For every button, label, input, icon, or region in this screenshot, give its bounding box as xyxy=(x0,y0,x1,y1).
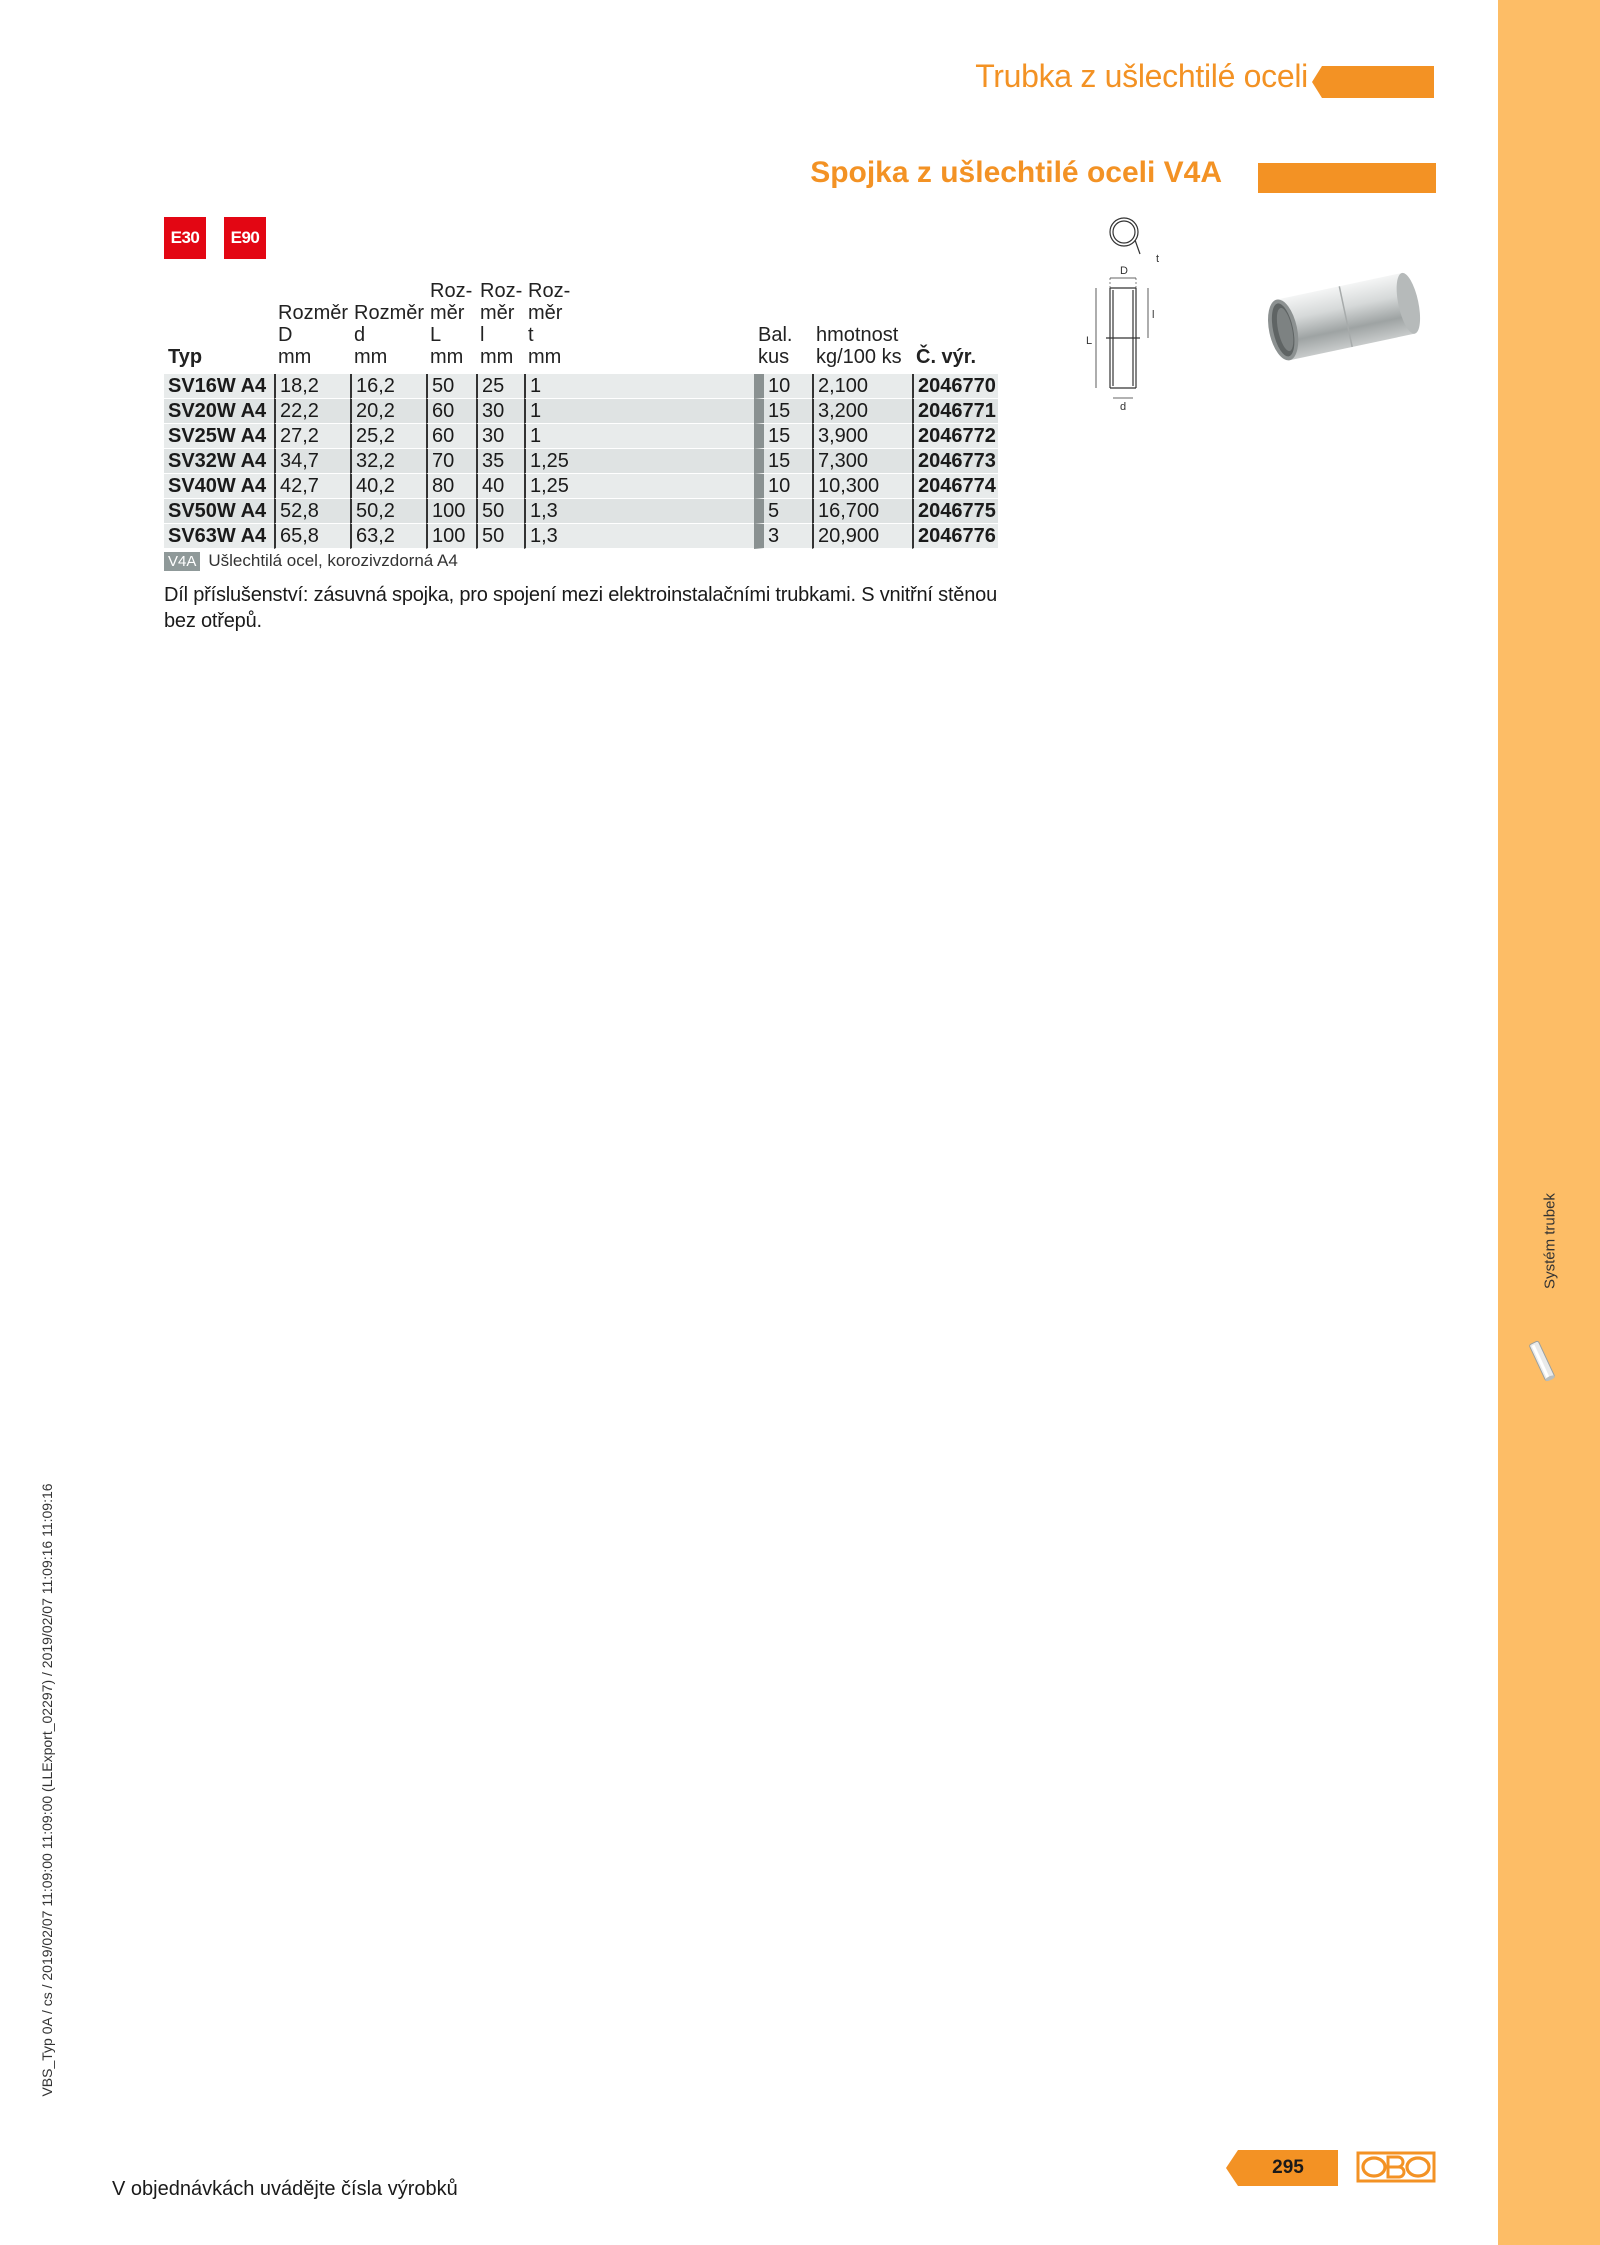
cell-L: 70 xyxy=(426,449,476,474)
cell-t: 1 xyxy=(524,374,754,399)
cell-l: 25 xyxy=(476,374,524,399)
cell-l: 40 xyxy=(476,474,524,499)
footer-note: V objednávkách uvádějte čísla výrobků xyxy=(112,2178,458,2200)
cell-article: 2046776 xyxy=(912,524,998,549)
cell-bal: 10 xyxy=(754,474,812,499)
table-row xyxy=(164,474,998,499)
cell-L: 50 xyxy=(426,374,476,399)
page-header-title: Trubka z ušlechtilé oceli xyxy=(975,58,1308,94)
cell-bal: 15 xyxy=(754,449,812,474)
section-title: Spojka z ušlechtilé oceli V4A xyxy=(810,156,1222,189)
col-header-typ: Typ xyxy=(168,346,203,368)
page-number: 295 xyxy=(1238,2150,1338,2186)
cell-l: 50 xyxy=(476,499,524,524)
table-row xyxy=(164,524,998,549)
cell-d: 40,2 xyxy=(350,474,426,499)
cell-D: 34,7 xyxy=(274,449,350,474)
cell-L: 100 xyxy=(426,499,476,524)
cell-L: 80 xyxy=(426,474,476,499)
cell-typ: SV25W A4 xyxy=(164,424,274,449)
cell-d: 63,2 xyxy=(350,524,426,549)
print-metadata: VBS_Typ 0A / cs / 2019/02/07 11:09:00 11:09:00 (LLExport_02297) / 2019/02/07 11:09:16 11:09:16 xyxy=(39,1483,55,2097)
cell-d: 25,2 xyxy=(350,424,426,449)
cell-t: 1 xyxy=(524,424,754,449)
cell-bal: 10 xyxy=(754,374,812,399)
product-description: Díl příslušenství: zásuvná spojka, pro spojení mezi elektroinstalačními trubkami. S vnitřní stěnou bez otřepů. xyxy=(164,584,997,632)
table-row xyxy=(164,399,998,424)
pipe-icon xyxy=(1527,1338,1557,1384)
cell-bal: 15 xyxy=(754,424,812,449)
drawing-label-d: d xyxy=(1120,401,1127,413)
col-header-article: Č. výr. xyxy=(916,346,977,368)
col-header-D: Rozměr D mm xyxy=(278,302,349,368)
cell-D: 65,8 xyxy=(274,524,350,549)
cell-article: 2046771 xyxy=(912,399,998,424)
section-title-bar xyxy=(1258,163,1436,193)
drawing-label-t: t xyxy=(1156,253,1160,265)
cell-D: 18,2 xyxy=(274,374,350,399)
cell-article: 2046772 xyxy=(912,424,998,449)
cell-weight: 7,300 xyxy=(812,449,912,474)
cell-weight: 3,200 xyxy=(812,399,912,424)
cell-D: 27,2 xyxy=(274,424,350,449)
drawing-label-L: L xyxy=(1086,335,1093,347)
cell-typ: SV16W A4 xyxy=(164,374,274,399)
col-header-t: Roz- měr t mm xyxy=(528,280,571,368)
cell-weight: 2,100 xyxy=(812,374,912,399)
cell-weight: 20,900 xyxy=(812,524,912,549)
header-tab-marker xyxy=(1322,66,1434,98)
cell-article: 2046773 xyxy=(912,449,998,474)
col-header-weight: hmotnost kg/100 ks xyxy=(816,324,902,368)
fire-rating-badge-e30: E30 xyxy=(164,217,206,259)
col-header-bal: Bal. kus xyxy=(758,324,793,368)
obo-logo xyxy=(1356,2150,1436,2184)
cell-t: 1,25 xyxy=(524,449,754,474)
cell-weight: 10,300 xyxy=(812,474,912,499)
table-row xyxy=(164,374,998,399)
product-photo xyxy=(1260,258,1428,378)
side-band xyxy=(1498,0,1600,2245)
material-legend xyxy=(164,551,458,571)
cell-L: 60 xyxy=(426,399,476,424)
table-row xyxy=(164,449,998,474)
cell-typ: SV50W A4 xyxy=(164,499,274,524)
cell-bal: 15 xyxy=(754,399,812,424)
cell-article: 2046770 xyxy=(912,374,998,399)
cell-weight: 3,900 xyxy=(812,424,912,449)
cell-article: 2046775 xyxy=(912,499,998,524)
cell-L: 60 xyxy=(426,424,476,449)
cell-l: 35 xyxy=(476,449,524,474)
cell-D: 22,2 xyxy=(274,399,350,424)
fire-rating-badge-e90: E90 xyxy=(224,217,266,259)
cell-typ: SV32W A4 xyxy=(164,449,274,474)
cell-bal: 3 xyxy=(754,524,812,549)
table-row xyxy=(164,424,998,449)
cell-l: 30 xyxy=(476,399,524,424)
cell-D: 52,8 xyxy=(274,499,350,524)
cell-weight: 16,700 xyxy=(812,499,912,524)
cell-l: 50 xyxy=(476,524,524,549)
cell-d: 20,2 xyxy=(350,399,426,424)
table-row xyxy=(164,499,998,524)
cell-D: 42,7 xyxy=(274,474,350,499)
drawing-label-l: l xyxy=(1152,309,1155,321)
cell-bal: 5 xyxy=(754,499,812,524)
side-section-label: Systém trubek xyxy=(1541,1193,1559,1289)
technical-drawing xyxy=(1076,210,1186,420)
col-header-L: Roz- měr L mm xyxy=(430,280,473,368)
cell-typ: SV40W A4 xyxy=(164,474,274,499)
cell-t: 1,3 xyxy=(524,499,754,524)
cell-d: 32,2 xyxy=(350,449,426,474)
material-legend-text: Ušlechtilá ocel, korozivzdorná A4 xyxy=(208,551,458,570)
cell-article: 2046774 xyxy=(912,474,998,499)
cell-typ: SV20W A4 xyxy=(164,399,274,424)
cell-t: 1,25 xyxy=(524,474,754,499)
material-chip: V4A xyxy=(164,552,200,571)
cell-typ: SV63W A4 xyxy=(164,524,274,549)
drawing-label-D: D xyxy=(1120,265,1128,277)
col-header-d: Rozměr d mm xyxy=(354,302,425,368)
cell-d: 16,2 xyxy=(350,374,426,399)
cell-t: 1 xyxy=(524,399,754,424)
table-header-row xyxy=(164,280,998,374)
product-table xyxy=(164,280,998,549)
cell-L: 100 xyxy=(426,524,476,549)
cell-t: 1,3 xyxy=(524,524,754,549)
col-header-l: Roz- měr l mm xyxy=(480,280,523,368)
cell-d: 50,2 xyxy=(350,499,426,524)
cell-l: 30 xyxy=(476,424,524,449)
